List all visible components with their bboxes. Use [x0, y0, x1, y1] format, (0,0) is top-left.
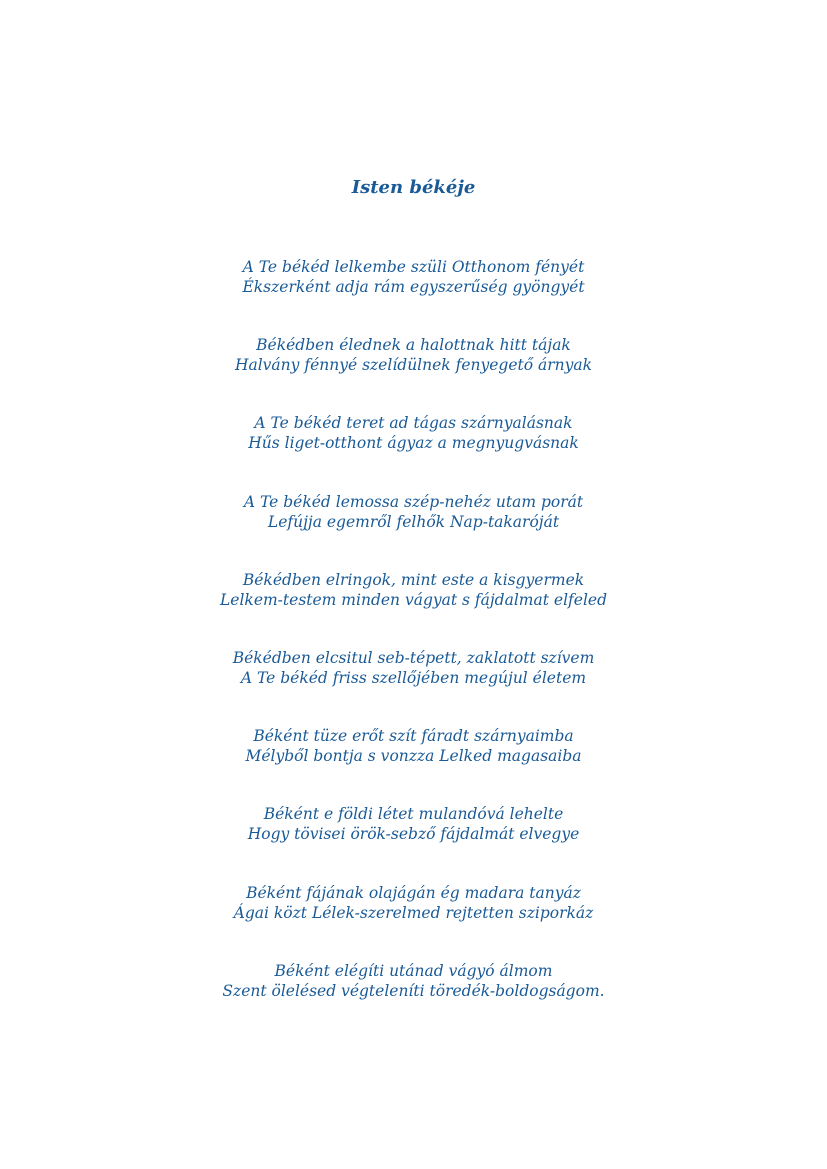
poem-line: Békédben elringok, mint este a kisgyermek	[242, 570, 585, 589]
poem-line: Szent ölelésed végteleníti töredék-boldogságom.	[222, 981, 605, 1000]
poem-line: Ágai közt Lélek-szerelmed rejtetten sziporkáz	[233, 903, 594, 922]
poem-body	[0, 257, 827, 1039]
stanza	[0, 492, 827, 570]
stanza	[0, 648, 827, 726]
poem-line: Békédben élednek a halottnak hitt tájak	[256, 336, 571, 355]
stanza	[0, 961, 827, 1039]
stanza	[0, 413, 827, 491]
stanza	[0, 570, 827, 648]
poem-line: Béként e földi létet mulandóvá lehelte	[263, 805, 564, 824]
stanza	[0, 804, 827, 882]
poem-line: Hogy tövisei örök-sebző fájdalmát elvegye	[247, 825, 580, 844]
poem-line: Mélyből bontja s vonzza Lelked magasaiba	[245, 747, 582, 766]
poem-line: Hűs liget-otthont ágyaz a megnyugvásnak	[248, 434, 579, 453]
stanza	[0, 335, 827, 413]
poem-line: Lelkem-testem minden vágyat s fájdalmat elfeled	[220, 590, 607, 609]
poem-line: Béként fájának olajágán ég madara tanyáz	[246, 883, 581, 902]
poem-line: Halvány fénnyé szelídülnek fenyegető árnyak	[234, 356, 593, 375]
poem-line: A Te békéd lemossa szép-nehéz utam porát	[243, 492, 584, 511]
poem-line: Békédben elcsitul seb-tépett, zaklatott szívem	[232, 648, 595, 667]
poem-line: A Te békéd teret ad tágas szárnyalásnak	[254, 414, 573, 433]
poem-line: A Te békéd lelkembe szüli Otthonom fényét	[242, 258, 585, 276]
stanza	[0, 257, 827, 335]
poem-line: Béként elégíti utánad vágyó álmom	[274, 961, 553, 980]
poem-line: Ékszerként adja rám egyszerűség gyöngyét	[242, 278, 585, 296]
poem-line: A Te békéd friss szellőjében megújul életem	[240, 668, 587, 687]
poem-line: Lefújja egemről felhők Nap-takaróját	[267, 512, 560, 531]
poem-line: Béként tüze erőt szít fáradt szárnyaimba	[253, 727, 574, 746]
stanza	[0, 726, 827, 804]
stanza	[0, 883, 827, 961]
poem-title: Isten békéje	[351, 177, 476, 198]
